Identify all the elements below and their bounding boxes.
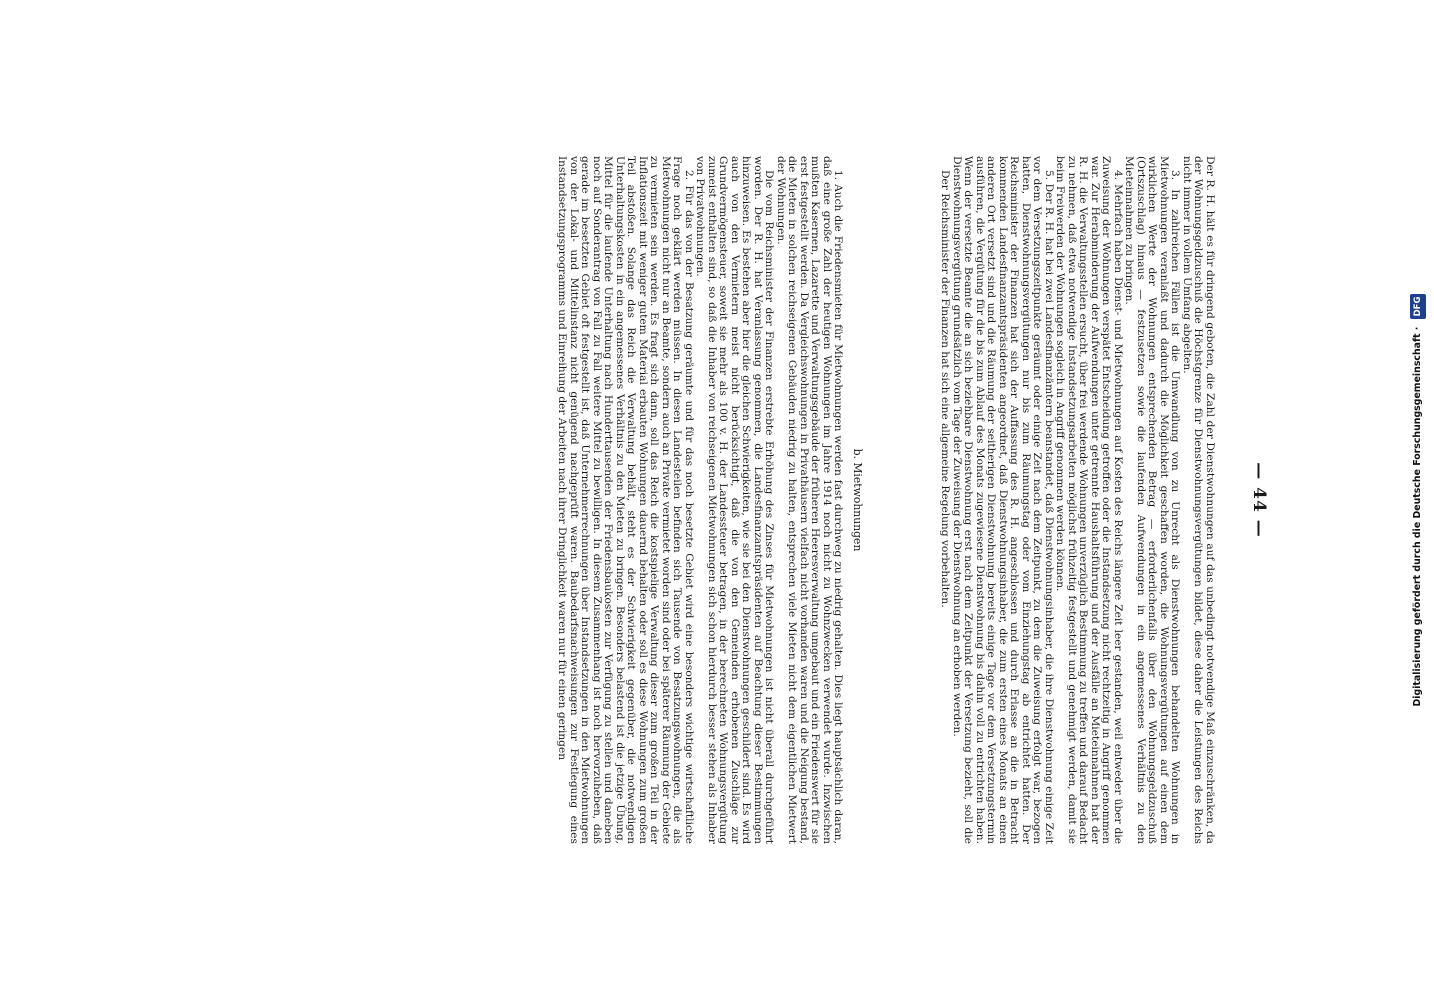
bottom-section — [556, 156, 844, 844]
funding-note-text: Digitalisierung gefördert durch die Deutsche Forschungsgemeinschaft · — [1412, 326, 1423, 707]
paragraph: Der R. H. hält es für dringend geboten, die Zahl der Dienstwohnungen auf das unbedingt notwendige Maß einzuschränken, da der Wohnungsgeldzuschuß die Höchstgrenze für Dienstwohnungsvergütungen bildet, diese daher die Leistungen des Reichs nicht immer in vollem Umfang abgelten. — [1181, 156, 1216, 844]
top-section — [951, 156, 1216, 844]
funding-note — [1410, 110, 1426, 890]
paragraph: 4. Mehrfach haben Dienst- und Mietwohnungen auf Kosten des Reichs längere Zeit leer gestanden, weil entweder über die Zuweisung der Wohnungen verspätet Entscheidung getroffen oder die Instandsetzung nicht rechtzeitig in Angriff genommen war. Zur Herabminderung der Aufwendungen unter getrennte Haushaltsführung und der Ausfälle an Mieteinnahmen hat der R. H. die Verwaltungsstellen ersucht, über frei werdende Wohnungen unverzüglich Bestimmung zu treffen und darauf Bedacht zu nehmen, daß etwa notwendige Instandsetzungsarbeiten möglichst frühzeitig festgestellt und genehmigt werden, damit sie beim Freiwerden der Wohnungen sogleich in Angriff genommen werden können. — [1054, 156, 1124, 844]
paragraph: 1. Auch die Friedensmieten für Mietwohnungen werden fast durchweg zu niedrig gehalten. Dies liegt hauptsächlich daran, daß eine große Zahl der heutigen Wohnungen im Jahre 1914 noch nicht zu Wohnzwecken verwendet wurde. Inzwischen mußten Kasernen, Lazarette und Verwaltungsgebäude der früheren Heeresverwaltung umgebaut und ein Friedenswert für sie erst festgestellt werden. Da Vergleichswohnungen in Privathäusern vielfach nicht vorhanden waren und die Neigung bestand, die Mieten in solchen reichseigenen Gebäuden niedrig zu halten, entsprechen viele Mieten nicht dem eigentlichen Mietwert der Wohnungen. — [775, 156, 845, 844]
paragraph: 5. Der R. H. hat bei zwei Landesfinanzämtern beanstandet, daß Dienstwohnungsinhaber, die ihre Dienstwohnung einige Zeit vor dem Versetzungszeitpunkte geräumt oder einige Zeit nach dem Zeitpunkt, zu dem die Zuweisung erfolgt war, bezogen hatten, Dienstwohnungsvergütungen nur bis zum Räumungstag oder vom Einziehungstag ab entrichtet hatten. Der Reichsminister der Finanzen hat sich der Auffassung des R. H. angeschlossen und durch Erlasse an die in Betracht kommenden Landesfinanzamtspräsidenten angeordnet, daß Dienstwohnungsinhaber, die zum ersten eines Monats an einen anderen Ort versetzt sind und die Räumung der seitherigen Dienstwohnung bereits einige Tage vor dem Versetzungstermin ausführen, die Vergütung für die bis zum Ablauf des Monats zugewiesene Dienstwohnung bis dahin voll zu entrichten haben. Wenn der versetzte Beamte die an sich beziehbare Dienstwohnung erst nach dem Zeitpunkt der Versetzung bezieht, soll die Dienstwohnungsvergütung grundsätzlich vom Tage der Zuweisung der Dienstwohnung an erhoben werden. — [951, 156, 1055, 844]
paragraph: 2. Für das von der Besatzung geräumte und für das noch besetzte Gebiet wird eine besonders wichtige wirtschaftliche Frage noch geklärt werden müssen. In diesen Landesteilen befinden sich Tausende von Besatzungswohnungen, die als Mietwohnungen nicht nur an Beamte, sondern auch an Private vermietet worden sind oder bei späterer Räumung der Gebiete zu vermieten sein werden. Es fragt sich dann, soll das Reich die kostspielige Verwaltung dieser zum großen Teil in der Inflationszeit mit weniger gutem Material erbauten Wohnungen dauernd behalten oder soll es diese Wohnungen zum großen Teil abstoßen. Solange das Reich die Verwaltung behält, steht es der Schwierigkeit gegenüber, die notwendigen Unterhaltungskosten in ein angemessenes Verhältnis zu den Mieten zu bringen. Besonders belastend ist die jetzige Übung, Mittel für die laufende Unterhaltung nach Hunderttausenden der Friedensbaukosten zur Verfügung zu stellen und daneben noch auf Sonderantrag von Fall zu Fall weitere Mittel zu bewilligen. In diesem Zusammenhang ist noch hervorzuheben, daß gerade im besetzten Gebiet oft festgestellt ist, daß Unternehmerrechnungen über Instandsetzungen in den Mietwohnungen von der Lokal- und Mittelinstanz nicht genügend nachgeprüft waren. Baubedarfsnachweisungen zur Festlegung eines Instandsetzungsprogramms und Einreihung der Arbeiten nach ihrer Dringlichkeit waren nur für einen geringen — [556, 156, 695, 844]
dfg-logo: DFG — [1410, 294, 1426, 320]
paragraph: 3. In zahlreichen Fällen ist die Umwandlung von zu Unrecht als Dienstwohnungen behandelten Wohnungen in Mietwohnungen veranlaßt und dadurch die Möglichkeit geschaffen worden, die Wohnungsvergütungen auf einen dem wirklichen Werte der Wohnungen entsprechenden Betrag — erforderlichenfalls über den Wohnungsgeldzuschuß (Ortszuschlag) hinaus — festzusetzen sowie die laufenden Aufwendungen in ein angemessenes Verhältnis zu den Mieteinnahmen zu bringen. — [1123, 156, 1182, 844]
page-number: — 44 — — [1249, 462, 1269, 538]
closing-remark: Der Reichsminister der Finanzen hat sich eine allgemeine Regelung vorbehalten. — [939, 170, 952, 608]
scanned-page — [135, 130, 1285, 870]
section-heading: b. Mietwohnungen — [851, 448, 864, 552]
paragraph: Die vom Reichsminister der Finanzen erstrebte Erhöhung des Zinses für Mietwohnungen ist nicht überall durchgeführt worden. Der R. H. hat Veranlassung genommen, die Landesfinanzamtspräsidenten auf Beachtung dieser Bestimmungen hinzuweisen. Es bestehen aber hier die gleichen Schwierigkeiten, wie sie bei den Dienstwohnungen geschildert sind. Es wird auch von den Vermietern meist nicht berücksichtigt, daß die von den Gemeinden erhobenen Zuschläge zur Grundvermögensteuer, soweit sie mehr als 100 v. H. der Landessteuer betragen, in der berechneten Wohnungsvergütung zumeist enthalten sind, so daß die Inhaber von reichseigenen Mietwohnungen sich schon hierdurch besser stehen als Inhaber von Privatwohnungen. — [694, 156, 776, 844]
